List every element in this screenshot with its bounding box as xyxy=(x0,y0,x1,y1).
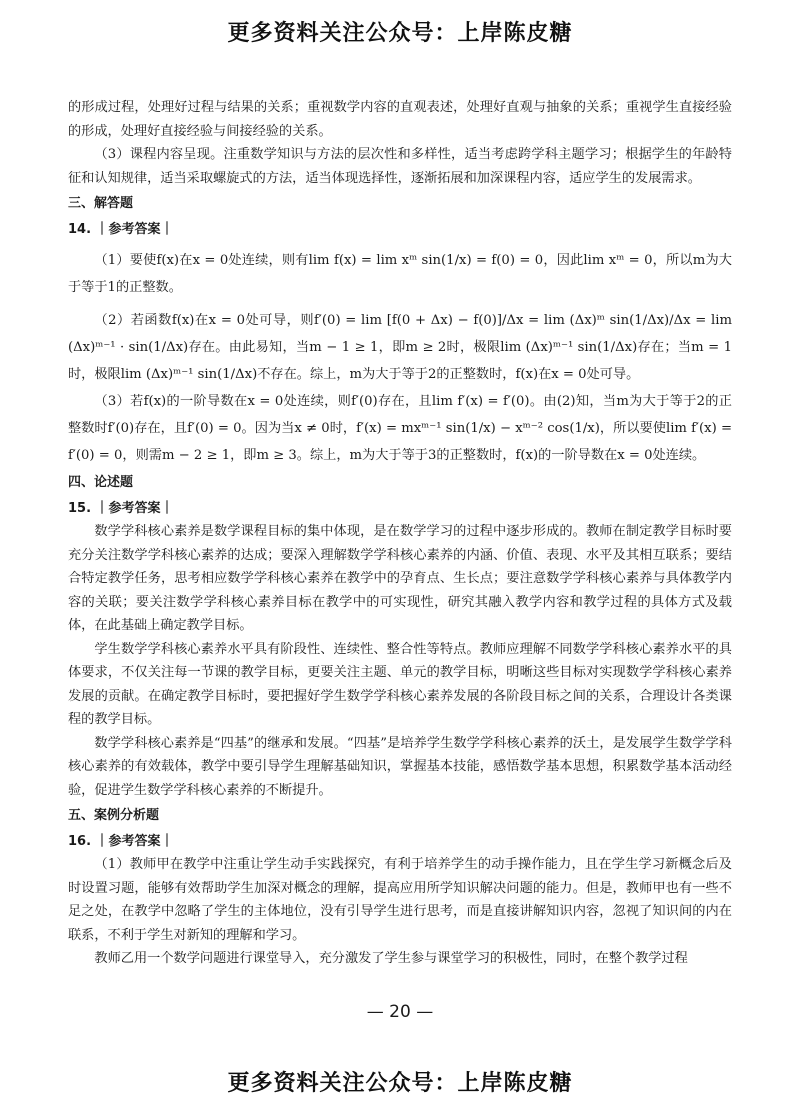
answer-label-16: 16. ｜参考答案｜ xyxy=(68,833,174,849)
answer-label-14: 14. ｜参考答案｜ xyxy=(68,221,174,237)
paragraph-course-content: （3）课程内容呈现。注重数学知识与方法的层次性和多样性，适当考虑跨学科主题学习；根据学生的年龄特征和认知规律，适当采取螺旋式的方法，适当体现选择性，逐渐拓展和加深课程内容，适应学生的发展需求。 xyxy=(68,147,732,186)
answer-15-paragraph-3: 数学学科核心素养是“四基”的继承和发展。“四基”是培养学生数学学科核心素养的沃土，是发展学生数学学科核心素养的有效载体，教学中要引导学生理解基础知识，掌握基本技能，感悟数学基本思想，积累数学基本活动经验，促进学生数学学科核心素养的不断提升。 xyxy=(68,735,732,798)
answer-16-paragraph-2: 教师乙用一个数学问题进行课堂导入，充分激发了学生参与课堂学习的积极性，同时，在整个教学过程 xyxy=(94,951,688,966)
paragraph-continuation: 的形成过程，处理好过程与结果的关系；重视数学内容的直观表述，处理好直观与抽象的关系；重视学生直接经验的形成，处理好直接经验与间接经验的关系。 xyxy=(68,100,732,139)
answer-14-part-3: （3）若f(x)的一阶导数在x = 0处连续，则f′(0)存在，且lim f′(x) = f′(0)。由(2)知，当m为大于等于2的正整数时f′(0)存在，且f′(0) = 0。因为当x ≠ 0时，f′(x) = mxᵐ⁻¹ sin(1/x) − xᵐ⁻² cos(1/x)，所以要使lim f′(x) = f′(0) = 0，则需m − 2 ≥ 1，即m ≥ 3。综上，m为大于等于3的正整数时，f(x)的一阶导数在x = 0处连续。 xyxy=(68,394,732,463)
page-number: — 20 — xyxy=(366,1002,434,1022)
top-banner: 更多资料关注公众号：上岸陈皮糖 xyxy=(227,21,573,46)
answer-15-paragraph-1: 数学学科核心素养是数学课程目标的集中体现，是在数学学习的过程中逐步形成的。教师在制定教学目标时要充分关注数学学科核心素养的达成；要深入理解数学学科核心素养的内涵、价值、表现、水平及其相互联系；要结合特定教学任务，思考相应数学学科核心素养在教学中的孕育点、生长点；要注意数学学科核心素养与具体教学内容的关联；要关注数学学科核心素养目标在教学中的可实现性，研究其融入教学内容和教学过程的具体方式及载体，在此基础上确定教学目标。 xyxy=(68,524,732,633)
answer-14-part-2: （2）若函数f(x)在x = 0处可导，则f′(0) = lim [f(0 + Δx) − f(0)]/Δx = lim (Δx)ᵐ sin(1/Δx)/Δx = lim (Δx)ᵐ⁻¹ · sin(1/Δx)存在。由此易知，当m − 1 ≥ 1，即m ≥ 2时，极限lim (Δx)ᵐ⁻¹ sin(1/Δx)存在；当m = 1时，极限lim (Δx)ᵐ⁻¹ sin(1/Δx)不存在。综上，m为大于等于2的正整数时，f(x)在x = 0处可导。 xyxy=(68,313,732,382)
section-heading-solve: 三、解答题 xyxy=(68,196,134,211)
page-content xyxy=(68,96,732,971)
section-heading-essay: 四、论述题 xyxy=(68,475,134,490)
answer-16-paragraph-1: （1）教师甲在教学中注重让学生动手实践探究，有利于培养学生的动手操作能力，且在学生学习新概念后及时设置习题，能够有效帮助学生加深对概念的理解，提高应用所学知识解决问题的能力。但是，教师甲也有一些不足之处，在教学中忽略了学生的主体地位，没有引导学生进行思考，而是直接讲解知识内容，忽视了知识间的内在联系，不利于学生对新知的理解和学习。 xyxy=(68,857,732,943)
answer-14-part-1: （1）要使f(x)在x = 0处连续，则有lim f(x) = lim xᵐ sin(1/x) = f(0) = 0，因此lim xᵐ = 0，所以m为大于等于1的正整数。 xyxy=(68,253,732,295)
answer-15-paragraph-2: 学生数学学科核心素养水平具有阶段性、连续性、整合性等特点。教师应理解不同数学学科核心素养水平的具体要求，不仅关注每一节课的教学目标，更要关注主题、单元的教学目标，明晰这些目标对实现数学学科核心素养发展的贡献。在确定教学目标时，要把握好学生数学学科核心素养发展的各阶段目标之间的关系，合理设计各类课程的教学目标。 xyxy=(68,641,732,727)
answer-label-15: 15. ｜参考答案｜ xyxy=(68,500,174,516)
bottom-banner: 更多资料关注公众号：上岸陈皮糖 xyxy=(227,1071,573,1096)
section-heading-case: 五、案例分析题 xyxy=(68,808,160,823)
